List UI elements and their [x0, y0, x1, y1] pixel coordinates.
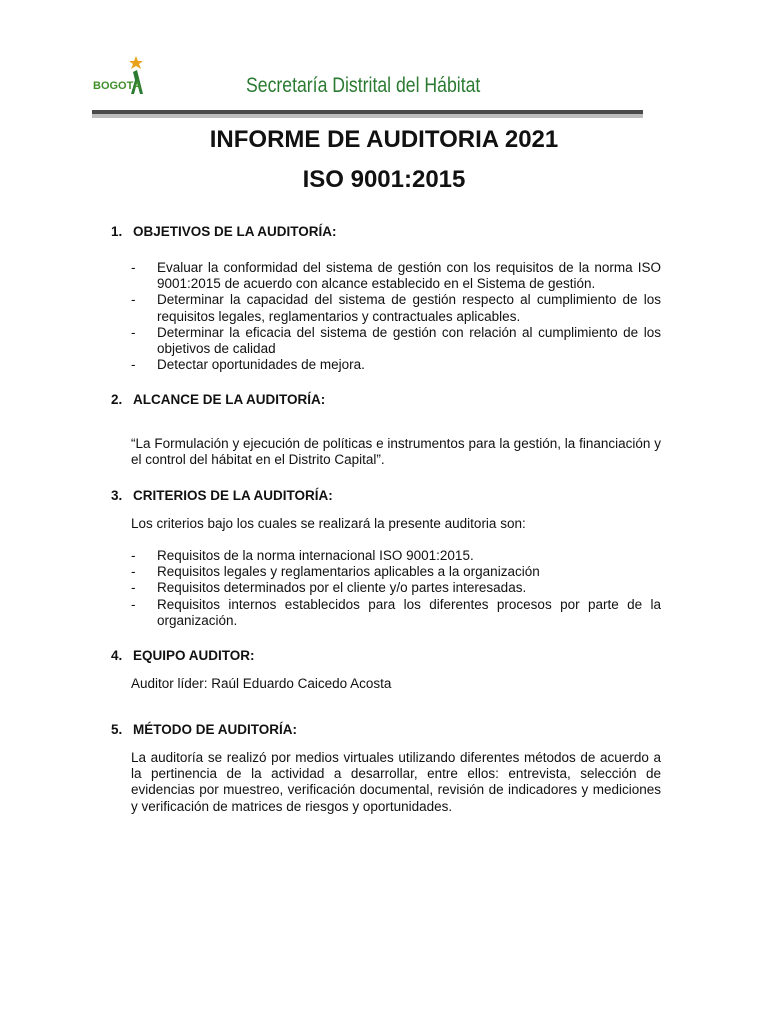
section-title: MÉTODO DE AUDITORÍA:: [133, 722, 298, 737]
section-heading-criterios: [111, 488, 333, 503]
metodo-text: La auditoría se realizó por medios virtuales utilizando diferentes métodos de acuerdo a la pertinencia de la actividad a desarrollar, entre ellos: entrevista, selección de evidencias por muestreo, verificación documental, revisión de indicadores y mediciones y verificación de matrices de riesgos y oportunidades.: [131, 750, 661, 814]
section-number: 1.: [111, 224, 123, 239]
header-rule: [92, 110, 643, 118]
section-title: CRITERIOS DE LA AUDITORÍA:: [133, 488, 333, 503]
list-item: - Determinar la eficacia del sistema de gestión con relación al cumplimiento de los objetivos de calidad: [131, 324, 661, 357]
alcance-text: “La Formulación y ejecución de políticas e instrumentos para la gestión, la financiación y el control del hábitat en el Distrito Capital”.: [131, 436, 661, 468]
section-heading-objetivos: [111, 224, 337, 239]
section-heading-metodo: [111, 722, 297, 737]
section-number: 3.: [111, 488, 123, 503]
section-number: 2.: [111, 392, 123, 407]
bogota-logo: [93, 56, 145, 102]
section-title: EQUIPO AUDITOR:: [133, 648, 255, 663]
section-title: OBJETIVOS DE LA AUDITORÍA:: [133, 224, 337, 239]
list-item: - Requisitos determinados por el cliente y/o partes interesadas.: [131, 580, 527, 596]
list-item: - Requisitos internos establecidos para los diferentes procesos por parte de la organización.: [131, 596, 661, 628]
list-item: - Detectar oportunidades de mejora.: [131, 357, 365, 373]
criterios-intro: Los criterios bajo los cuales se realizará la presente auditoria son:: [131, 516, 526, 531]
section-number: 5.: [111, 722, 123, 737]
list-item: - Requisitos de la norma internacional ISO 9001:2015.: [131, 548, 474, 563]
section-title: ALCANCE DE LA AUDITORÍA:: [133, 392, 326, 407]
section-heading-equipo: [111, 648, 255, 663]
header-rule-light: [92, 114, 643, 118]
logo-text: BOGOTÁ: [93, 80, 142, 92]
list-item: - Requisitos legales y reglamentarios aplicables a la organización: [131, 564, 540, 580]
organization-name: Secretaría Distrital del Hábitat: [246, 74, 481, 97]
objetivos-list: [131, 260, 661, 373]
list-item: - Determinar la capacidad del sistema de gestión respecto al cumplimiento de los requisitos legales, reglamentarios y contractuales aplicables.: [131, 292, 661, 324]
section-heading-alcance: [111, 392, 325, 407]
list-item: - Evaluar la conformidad del sistema de gestión con los requisitos de la norma ISO 9001:2015 de acuerdo con alcance establecido en el Sistema de gestión.: [131, 260, 661, 292]
report-title: INFORME DE AUDITORIA 2021: [209, 126, 559, 153]
report-subtitle: ISO 9001:2015: [302, 166, 466, 193]
section-number: 4.: [111, 648, 123, 663]
equipo-text: Auditor líder: Raúl Eduardo Caicedo Acosta: [131, 676, 392, 691]
criterios-list: [131, 548, 661, 629]
